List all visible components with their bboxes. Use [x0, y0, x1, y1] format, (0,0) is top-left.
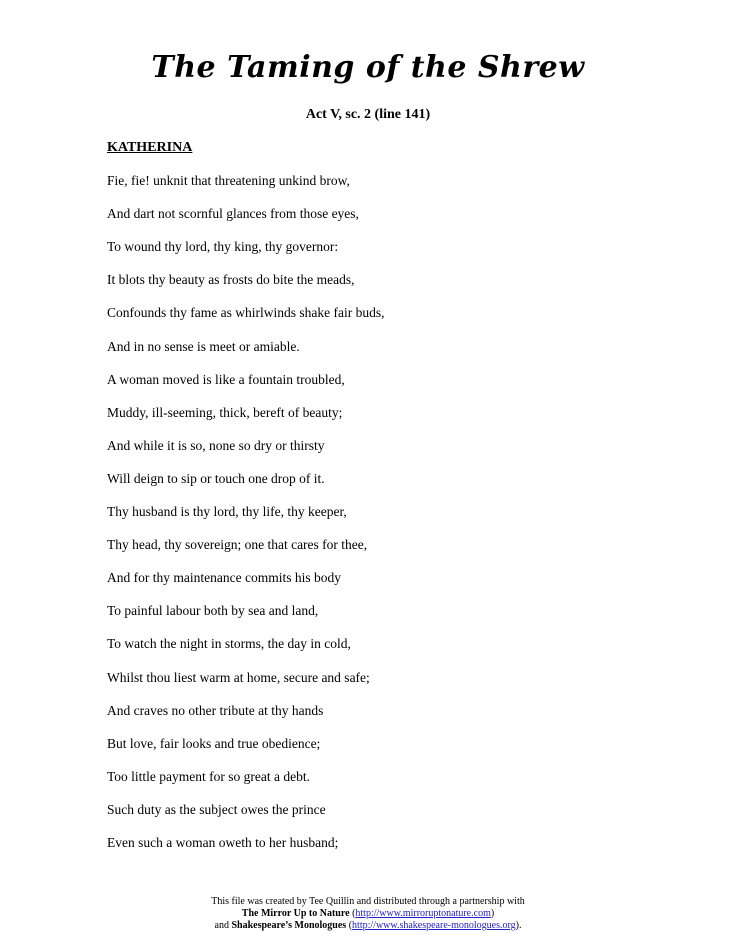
mirror-up-to-nature-name: The Mirror Up to Nature [241, 908, 350, 919]
act-scene-subtitle: Act V, sc. 2 (line 141) [305, 107, 431, 122]
monologue-line: To wound thy lord, thy king, thy governor: [107, 239, 339, 255]
speaker-name [107, 131, 676, 164]
footer-line-1: This file was created by Tee Quillin and distributed through a partnership with [211, 896, 525, 907]
monologue-line: And for thy maintenance commits his body [107, 570, 341, 586]
monologue-line: Confounds thy fame as whirlwinds shake fair buds, [107, 305, 385, 321]
monologue-line: Fie, fie! unknit that threatening unkind brow, [107, 173, 350, 189]
monologue-line: Thy husband is thy lord, thy life, thy keeper, [107, 504, 347, 520]
speaker-name-text: KATHERINA [107, 140, 193, 155]
shakespeares-monologues-link[interactable]: http://www.shakespeare-monologues.org [352, 920, 516, 931]
monologue-line: And while it is so, none so dry or thirsty [107, 437, 325, 453]
monologue-body [107, 131, 676, 859]
monologue-line: A woman moved is like a fountain troubled, [107, 371, 345, 387]
footer-paren-open: ( [349, 908, 356, 919]
monologue-line: Muddy, ill-seeming, thick, bereft of beauty; [107, 404, 343, 420]
monologue-line: But love, fair looks and true obedience; [107, 735, 321, 751]
footer-paren-open-2: ( [346, 920, 353, 931]
monologue-line: Whilst thou liest warm at home, secure and safe; [107, 669, 370, 685]
monologue-line: It blots thy beauty as frosts do bite the meads, [107, 272, 355, 288]
mirror-up-to-nature-link[interactable]: http://www.mirroruptonature.com [355, 908, 491, 919]
footer-paren-close-2: ). [515, 920, 522, 931]
monologue-line: And craves no other tribute at thy hands [107, 702, 324, 718]
footer-line-3 [0, 920, 736, 932]
attribution-footer [0, 896, 736, 932]
monologue-line: And dart not scornful glances from those eyes, [107, 206, 359, 222]
shakespeares-monologues-name: Shakespeare’s Monologues [231, 920, 347, 931]
monologue-line: To painful labour both by sea and land, [107, 603, 319, 619]
footer-and-text: and [214, 920, 232, 931]
monologue-line: And in no sense is meet or amiable. [107, 338, 300, 354]
monologue-line: Too little payment for so great a debt. [107, 768, 310, 784]
monologue-line: Even such a woman oweth to her husband; [107, 834, 339, 850]
monologue-line: Will deign to sip or touch one drop of it. [107, 470, 325, 486]
monologue-line: Thy head, thy sovereign; one that cares for thee, [107, 537, 368, 553]
monologue-line: To watch the night in storms, the day in cold, [107, 636, 351, 652]
page-title: The Taming of the Shrew [151, 50, 585, 85]
footer-paren-close: ) [490, 908, 495, 919]
monologue-line: Such duty as the subject owes the prince [107, 801, 326, 817]
footer-line-2 [0, 908, 736, 920]
